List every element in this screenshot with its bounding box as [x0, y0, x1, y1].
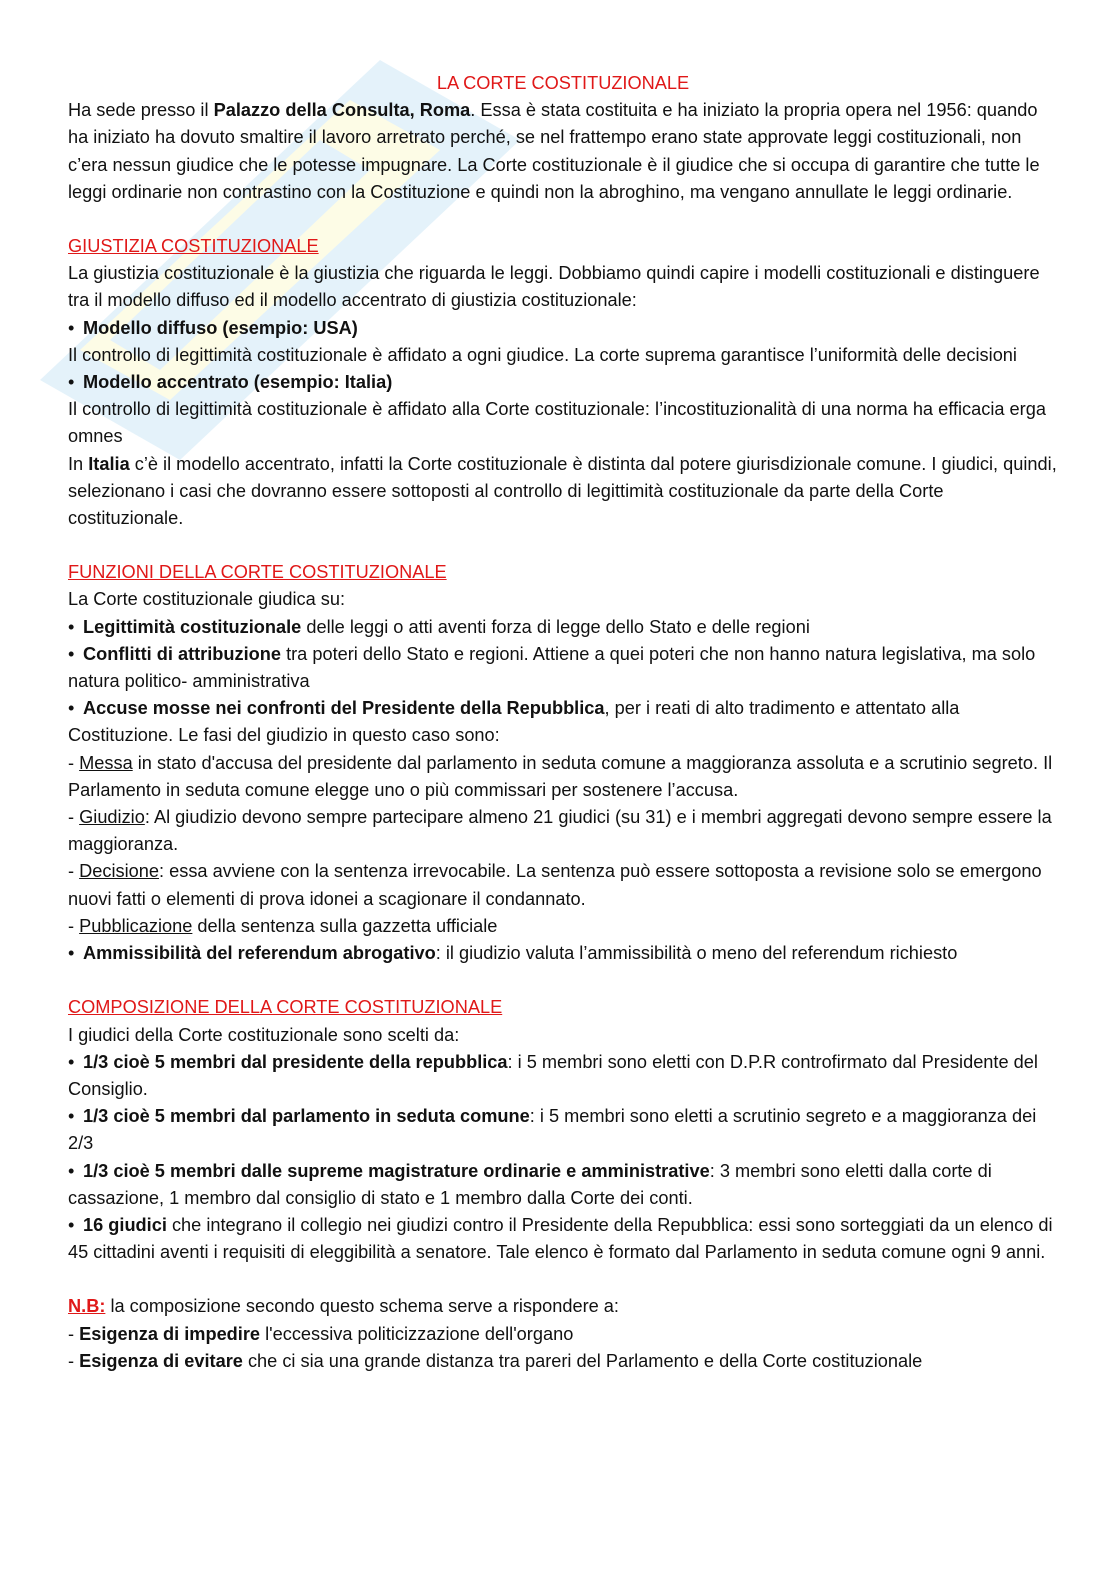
fase-label: Messa: [79, 752, 133, 773]
bullet-text: : 3 membri sono eletti dalla corte di cassazione, 1 membro dal consiglio di stato e 1 membro dalla Corte dei conti.: [68, 1160, 992, 1208]
bullet-bold: 1/3 cioè 5 membri dal presidente della repubblica: [83, 1051, 508, 1072]
bullet-item: [68, 369, 1058, 396]
bullet-icon: •: [68, 1106, 75, 1127]
bullet-icon: •: [68, 643, 75, 664]
bullet-text: : i 5 membri sono eletti a scrutinio segreto e a maggioranza dei 2/3: [68, 1106, 1037, 1154]
accentrato-text: Il controllo di legittimità costituzionale è affidato alla Corte costituzionale: l’incostituzionalità di una norma ha efficacia erga omnes: [68, 399, 1046, 447]
dash: -: [68, 1323, 80, 1344]
intro-paragraph: [68, 97, 1058, 206]
bullet-icon: •: [68, 616, 75, 637]
italia-pre: In: [68, 453, 89, 474]
nb-label: N.B:: [68, 1296, 106, 1317]
bullet-icon: •: [68, 1160, 75, 1181]
nb-item-text: che ci sia una grande distanza tra pareri del Parlamento e della Corte costituzionale: [242, 1350, 923, 1371]
bullet-text: delle leggi o atti aventi forza di legge dello Stato e delle regioni: [301, 616, 810, 637]
bullet-text: : il giudizio valuta l’ammissibilità o meno del referendum richiesto: [435, 943, 958, 964]
heading-giustizia: GIUSTIZIA COSTITUZIONALE: [68, 236, 319, 257]
fase-item: [68, 913, 1058, 940]
document-page: [68, 70, 1058, 1375]
bullet-item: [68, 641, 1058, 695]
bullet-bold: 1/3 cioè 5 membri dal parlamento in seduta comune: [83, 1106, 530, 1127]
diffuso-text: Il controllo di legittimità costituzionale è affidato a ogni giudice. La corte suprema garantisce l’uniformità delle decisioni: [68, 344, 1017, 365]
bullet-item: [68, 940, 1058, 967]
bullet-icon: •: [68, 698, 75, 719]
intro-post: . Essa è stata costituita e ha iniziato la propria opera nel 1956: quando ha iniziato ha dovuto smaltire il lavoro arretrato perché, se nel frattempo erano state approvate leggi costituzionali, non c’era nessun giudice che le potesse impugnare. La Corte costituzionale è il giudice che si occupa di garantire che tutte le leggi ordinarie non contrastino con la Costituzione e quindi non la abroghino, ma vengano annullate le leggi ordinarie.: [68, 100, 1040, 202]
document-title: LA CORTE COSTITUZIONALE: [436, 73, 690, 93]
bullet-text: , per i reati di alto tradimento e attentato alla Costituzione. Le fasi del giudizio in questo caso sono:: [68, 698, 960, 746]
fase-text: in stato d'accusa del presidente dal parlamento in seduta comune a maggioranza assoluta e a scrutinio segreto. Il Parlamento in seduta comune elegge uno o più commissari per sostenere l’accusa.: [68, 752, 1053, 800]
giustizia-intro: La giustizia costituzionale è la giustizia che riguarda le leggi. Dobbiamo quindi capire i modelli costituzionali e distinguere tra il modello diffuso ed il modello accentrato di giustizia costituzionale:: [68, 263, 1040, 311]
bullet-bold: Legittimità costituzionale: [83, 616, 302, 637]
fase-item: [68, 750, 1058, 804]
fase-text: : Al giudizio devono sempre partecipare almeno 21 giudici (su 31) e i membri aggregati devono sempre essere la maggioranza.: [68, 807, 1052, 855]
fase-label: Giudizio: [79, 807, 145, 828]
nb-bold: Esigenza di evitare: [79, 1350, 243, 1371]
accentrato-title: Modello accentrato (esempio: Italia): [83, 372, 393, 393]
bullet-bold: Conflitti di attribuzione: [83, 643, 282, 664]
bullet-bold: Accuse mosse nei confronti del Presidente della Repubblica: [83, 698, 605, 719]
heading-funzioni: FUNZIONI DELLA CORTE COSTITUZIONALE: [68, 562, 447, 583]
nb-item: [68, 1348, 1058, 1375]
bullet-item: [68, 1158, 1058, 1212]
bullet-item: [68, 1212, 1058, 1266]
dash: -: [68, 861, 80, 882]
intro-pre: Ha sede presso il: [68, 100, 214, 121]
diffuso-title: Modello diffuso (esempio: USA): [83, 317, 358, 338]
bullet-item: [68, 695, 1058, 749]
bullet-bold: Ammissibilità del referendum abrogativo: [83, 943, 436, 964]
italia-paragraph: [68, 451, 1058, 533]
italia-post: c’è il modello accentrato, infatti la Corte costituzionale è distinta dal potere giurisdizionale comune. I giudici, quindi, selezionano i casi che dovranno essere sottoposti al controllo di legittimità costituzionale da parte della Corte costituzionale.: [68, 453, 1057, 529]
bullet-text: che integrano il collegio nei giudizi contro il Presidente della Repubblica: essi sono sorteggiati da un elenco di 45 cittadini aventi i requisiti di eleggibilità a senatore. Tale elenco è formato dal Parlamento in seduta comune ogni 9 anni.: [68, 1214, 1053, 1263]
nb-bold: Esigenza di impedire: [79, 1323, 261, 1344]
nb-paragraph: [68, 1293, 1058, 1320]
bullet-item: [68, 1103, 1058, 1157]
dash: -: [68, 915, 80, 936]
nb-item-text: l'eccessiva politicizzazione dell'organo: [260, 1323, 574, 1344]
bullet-text: tra poteri dello Stato e regioni. Attiene a quei poteri che non hanno natura legislativa, ma solo natura politico- amministrativa: [68, 643, 1036, 692]
bullet-item: [68, 614, 1058, 641]
fase-text: : essa avviene con la sentenza irrevocabile. La sentenza può essere sottoposta a revisione solo se emergono nuovi fatti o elementi di prova idonei a scagionare il condannato.: [68, 861, 1042, 909]
bullet-bold: 1/3 cioè 5 membri dalle supreme magistrature ordinarie e amministrative: [83, 1160, 710, 1181]
fase-text: della sentenza sulla gazzetta ufficiale: [192, 915, 498, 936]
nb-item: [68, 1321, 1058, 1348]
heading-composizione: COMPOSIZIONE DELLA CORTE COSTITUZIONALE: [68, 997, 503, 1018]
fase-item: [68, 804, 1058, 858]
fase-label: Pubblicazione: [79, 915, 193, 936]
nb-text: la composizione secondo questo schema serve a rispondere a:: [105, 1296, 619, 1317]
composizione-intro: I giudici della Corte costituzionale sono scelti da:: [68, 1024, 460, 1045]
dash: -: [68, 1350, 80, 1371]
bullet-text: : i 5 membri sono eletti con D.P.R controfirmato dal Presidente del Consiglio.: [68, 1051, 1038, 1099]
fase-label: Decisione: [79, 861, 159, 882]
fase-item: [68, 858, 1058, 912]
dash: -: [68, 807, 80, 828]
bullet-item: [68, 1049, 1058, 1103]
bullet-bold: 16 giudici: [83, 1214, 167, 1235]
bullet-icon: •: [68, 1214, 75, 1235]
funzioni-intro: La Corte costituzionale giudica su:: [68, 589, 346, 610]
bullet-icon: •: [68, 372, 75, 393]
dash: -: [68, 752, 80, 773]
italia-bold: Italia: [88, 453, 130, 474]
bullet-icon: •: [68, 317, 75, 338]
bullet-icon: •: [68, 943, 75, 964]
bullet-icon: •: [68, 1051, 75, 1072]
bullet-item: [68, 315, 1058, 342]
intro-bold: Palazzo della Consulta, Roma: [213, 100, 471, 121]
